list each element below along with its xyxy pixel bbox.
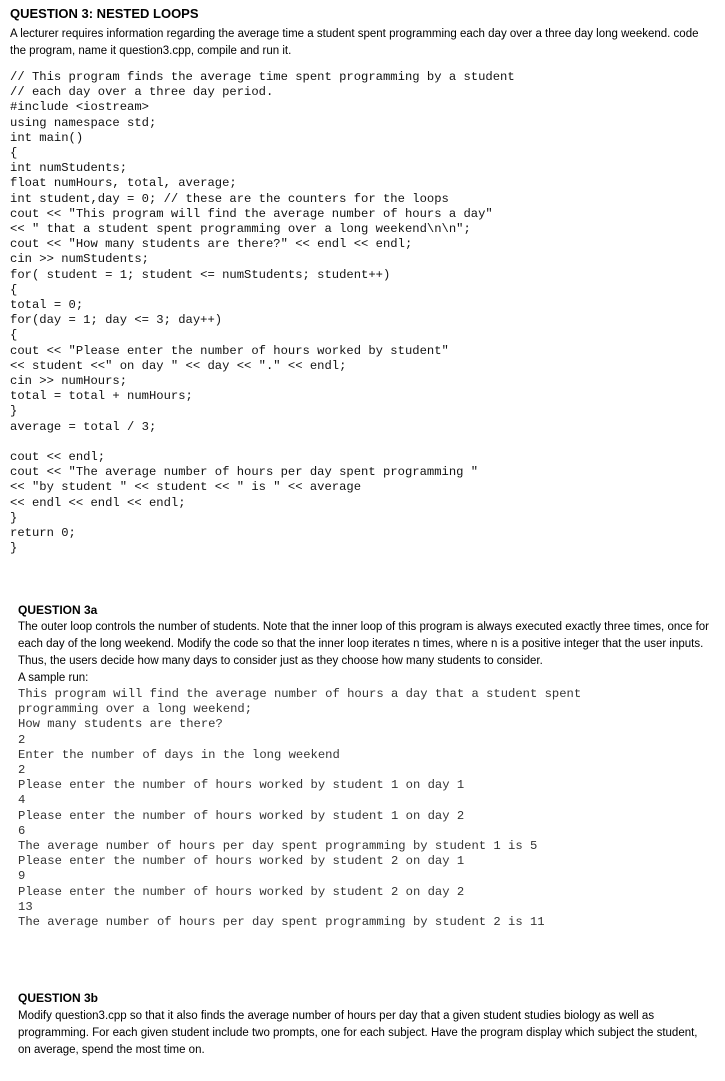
sample-run-line: Please enter the number of hours worked by student 1 on day 1 [18, 778, 465, 793]
sample-run-block [18, 687, 713, 930]
question-3-intro: A lecturer requires information regarding the average time a student spent programming each day over a three day long weekend. code the program, name it question3.cpp, compile and run it. [10, 28, 699, 57]
code-line: using namespace std; [10, 115, 157, 130]
code-line: #include <iostream> [10, 100, 149, 115]
question-3a-section [18, 603, 713, 930]
sample-run-line: 6 [18, 823, 26, 838]
code-line: << "by student " << student << " is " << average [10, 480, 362, 495]
code-line: } [10, 404, 18, 419]
question-3-title: QUESTION 3: NESTED LOOPS [10, 6, 199, 21]
code-line: } [10, 510, 18, 525]
sample-run-line: How many students are there? [18, 717, 223, 732]
code-line: for( student = 1; student <= numStudents; student++) [10, 267, 391, 282]
code-line: float numHours, total, average; [10, 176, 237, 191]
question-3b-section [18, 991, 713, 1059]
sample-run-line: 13 [18, 899, 33, 914]
code-line: cin >> numStudents; [10, 252, 149, 267]
sample-run-line: Please enter the number of hours worked by student 2 on day 1 [18, 854, 465, 869]
code-line: { [10, 282, 18, 297]
code-line: int numStudents; [10, 161, 128, 176]
sample-run-line: 2 [18, 732, 26, 747]
code-line: // each day over a three day period. [10, 85, 274, 100]
sample-run-line: Enter the number of days in the long weekend [18, 747, 340, 762]
code-line: cout << "How many students are there?" << endl << endl; [10, 237, 413, 252]
code-line [10, 435, 710, 450]
question-3b-title: QUESTION 3b [18, 991, 99, 1005]
code-line: { [10, 146, 18, 161]
sample-run-line: Please enter the number of hours worked by student 1 on day 2 [18, 808, 465, 823]
question-3b-body: Modify question3.cpp so that it also finds the average number of hours per day that a given student studies biology as well as programming. For each given student include two prompts, one for each subject. Have the program display which subject the student, on average, spend the most time on. [18, 1010, 698, 1056]
code-line: cout << "The average number of hours per day spent programming " [10, 465, 479, 480]
code-line: } [10, 541, 18, 556]
code-line: int main() [10, 130, 84, 145]
sample-run-line: This program will find the average number of hours a day that a student spent [18, 687, 582, 701]
code-line: cout << "This program will find the average number of hours a day" [10, 206, 493, 221]
sample-run-line: Please enter the number of hours worked by student 2 on day 2 [18, 884, 465, 899]
code-line: cout << endl; [10, 450, 106, 465]
sample-run-line: 2 [18, 763, 26, 778]
code-line: << student <<" on day " << day << "." << endl; [10, 358, 347, 373]
code-line: cout << "Please enter the number of hours worked by student" [10, 343, 449, 358]
code-line: cin >> numHours; [10, 374, 128, 389]
code-line: total = 0; [10, 298, 84, 313]
code-line: average = total / 3; [10, 419, 157, 434]
code-line: << endl << endl << endl; [10, 495, 186, 510]
sample-run-line: 9 [18, 869, 26, 884]
code-block [10, 70, 710, 556]
sample-run-line: The average number of hours per day spent programming by student 1 is 5 [18, 839, 538, 854]
code-line: { [10, 328, 18, 343]
question-3a-body: The outer loop controls the number of students. Note that the inner loop of this program is always executed exactly three times, once for each day of the long weekend. Modify the code so that the inner loop iterates n times, where n is a positive integer that the user inputs. Thus, the users decide how many days to consider just as they choose how many students to consider. [18, 621, 710, 667]
code-line: // This program finds the average time spent programming by a student [10, 70, 515, 84]
code-line: return 0; [10, 526, 76, 541]
code-line: << " that a student spent programming over a long weekend\n\n"; [10, 222, 471, 237]
sample-run-label: A sample run: [18, 672, 89, 684]
sample-run-line: 4 [18, 793, 26, 808]
question-3-section [10, 6, 710, 556]
code-line: total = total + numHours; [10, 389, 193, 404]
code-line: int student,day = 0; // these are the counters for the loops [10, 191, 449, 206]
sample-run-line: programming over a long weekend; [18, 702, 253, 717]
question-3a-title: QUESTION 3a [18, 603, 98, 617]
sample-run-line: The average number of hours per day spent programming by student 2 is 11 [18, 915, 545, 930]
code-line: for(day = 1; day <= 3; day++) [10, 313, 223, 328]
